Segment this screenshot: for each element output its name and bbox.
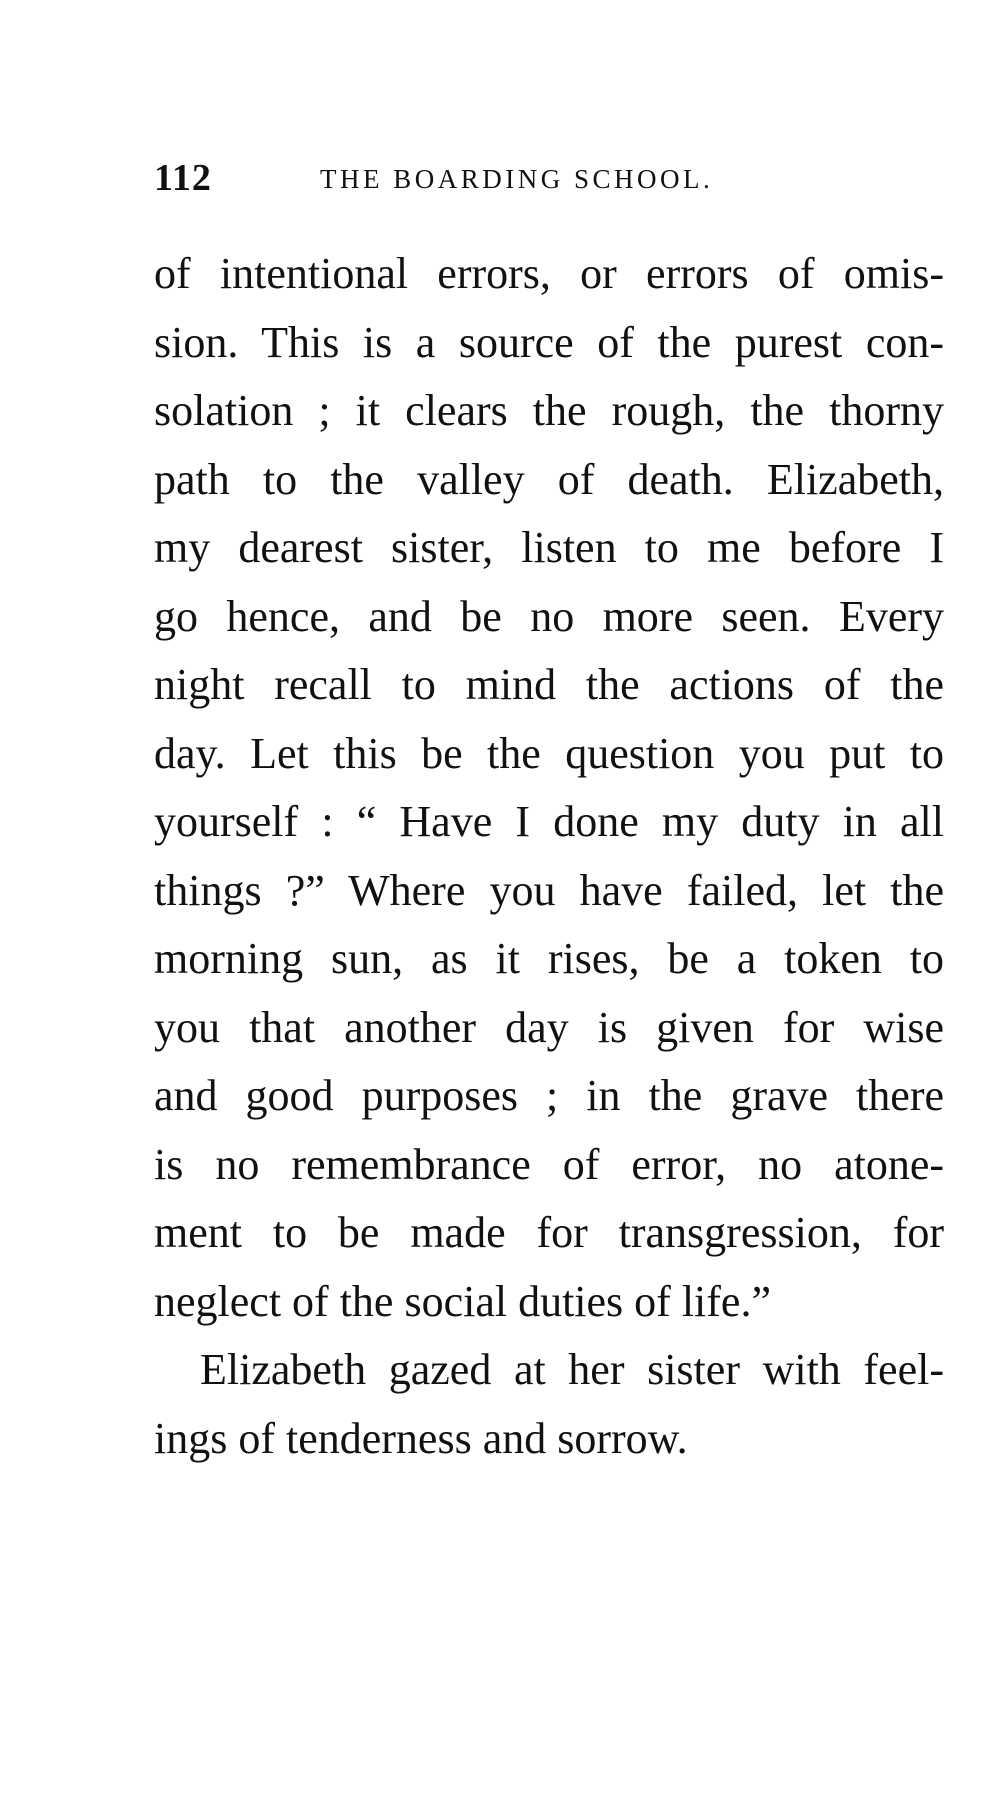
text-line: ment to be made for transgression, for <box>154 1208 944 1257</box>
text-line: day. Let this be the question you put to <box>154 728 944 778</box>
text-line: night recall to mind the actions of the <box>154 660 944 709</box>
text-line: ings of tenderness and sorrow. <box>154 1413 688 1463</box>
text-line: go hence, and be no more seen. Every <box>154 591 944 641</box>
text-line: sion. This is a source of the purest con- <box>154 317 944 367</box>
paragraph <box>154 1336 944 1473</box>
text-line: and good purposes ; in the grave there <box>154 1071 944 1120</box>
text-line: solation ; it clears the rough, the thorny <box>154 386 944 435</box>
running-title: THE BOARDING SCHOOL. <box>320 164 714 194</box>
text-line: things ?” Where you have failed, let the <box>154 865 944 915</box>
page-header <box>154 156 944 206</box>
paragraph <box>154 240 944 1336</box>
text-line: neglect of the social duties of life.” <box>154 1276 771 1326</box>
text-line: you that another day is given for wise <box>154 1002 944 1052</box>
text-line: Elizabeth gazed at her sister with feel- <box>200 1345 944 1394</box>
text-line: morning sun, as it rises, be a token to <box>154 934 944 983</box>
text-line: yourself : “ Have I done my duty in all <box>154 797 944 846</box>
text-line: my dearest sister, listen to me before I <box>154 523 944 572</box>
text-line: of intentional errors, or errors of omis- <box>154 249 944 298</box>
body-text <box>154 240 944 1473</box>
text-line: is no remembrance of error, no atone- <box>154 1139 944 1189</box>
text-line: path to the valley of death. Elizabeth, <box>154 454 944 504</box>
page-number: 112 <box>154 157 212 199</box>
